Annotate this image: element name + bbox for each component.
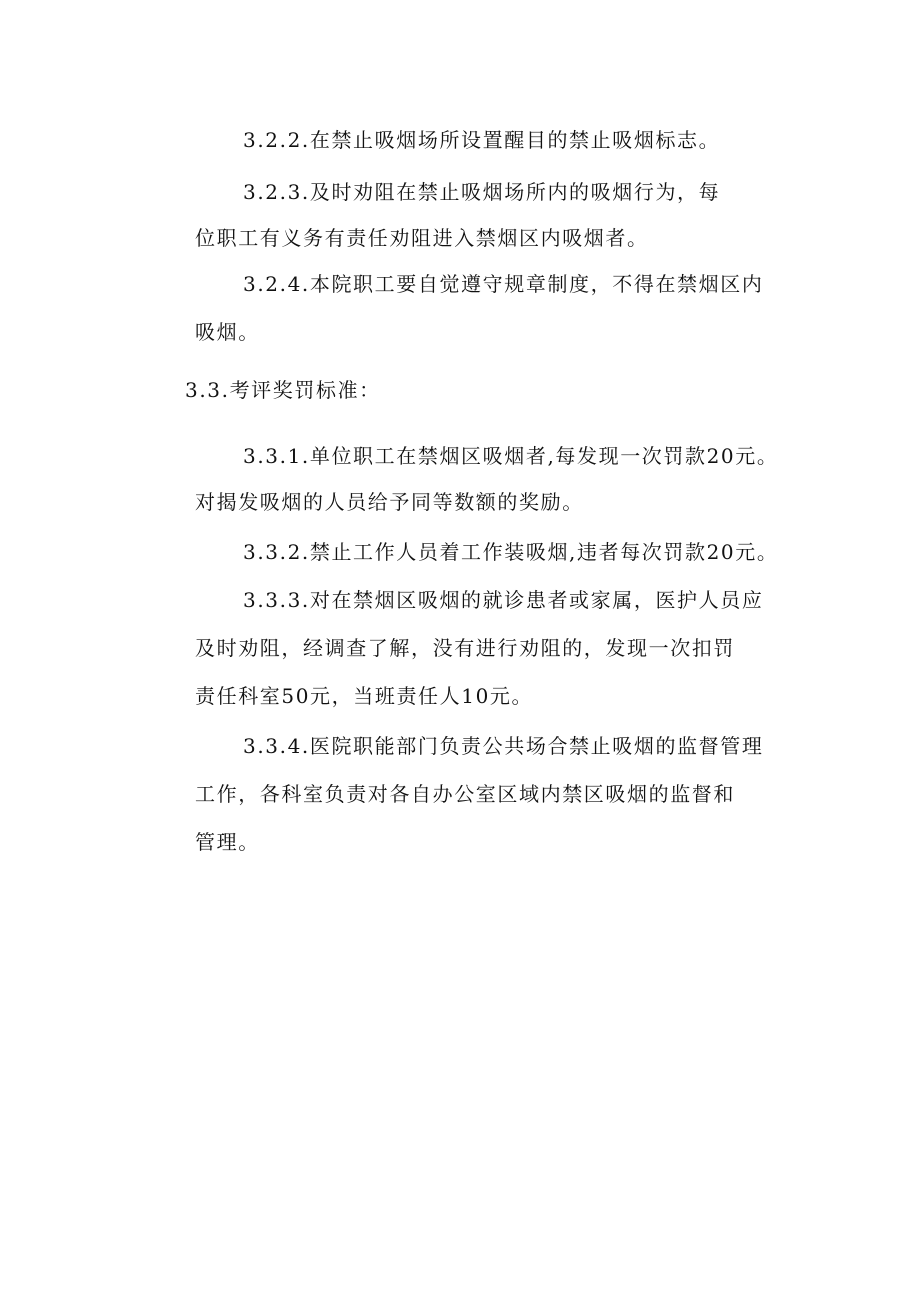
item-3-2-3-line-2: 位职工有义务有责任劝阻进入禁烟区内吸烟者。 xyxy=(195,226,649,250)
item-3-3-2-line: 3.3.2.禁止工作人员着工作装吸烟,违者每次罚款20元。 xyxy=(243,540,779,564)
item-3-3-4-line-2: 工作，各科室负责对各自办公室区域内禁区吸烟的监督和 xyxy=(195,782,735,806)
item-3-3-4-line-1: 3.3.4.医院职能部门负责公共场合禁止吸烟的监督管理 xyxy=(243,734,764,758)
item-3-2-4-line-2: 吸烟。 xyxy=(195,320,260,344)
item-3-3-1-line-1: 3.3.1.单位职工在禁烟区吸烟者,每发现一次罚款20元。 xyxy=(243,444,779,468)
item-3-3-3-line-3: 责任科室50元，当班责任人10元。 xyxy=(195,684,534,708)
item-3-2-2-line: 3.2.2.在禁止吸烟场所设置醒目的禁止吸烟标志。 xyxy=(243,128,721,152)
item-3-3-4-line-3: 管理。 xyxy=(195,830,260,854)
item-3-3-1-line-2: 对揭发吸烟的人员给予同等数额的奖励。 xyxy=(195,490,584,514)
item-3-2-4-line-1: 3.2.4.本院职工要自觉遵守规章制度，不得在禁烟区内 xyxy=(243,272,764,296)
item-3-3-3-line-2: 及时劝阻，经调查了解，没有进行劝阻的，发现一次扣罚 xyxy=(195,636,735,660)
section-3-3-heading: 3.3.考评奖罚标准： xyxy=(185,378,381,402)
item-3-3-3-line-1: 3.3.3.对在禁烟区吸烟的就诊患者或家属，医护人员应 xyxy=(243,588,764,612)
item-3-2-3-line-1: 3.2.3.及时劝阻在禁止吸烟场所内的吸烟行为，每 xyxy=(243,180,721,204)
